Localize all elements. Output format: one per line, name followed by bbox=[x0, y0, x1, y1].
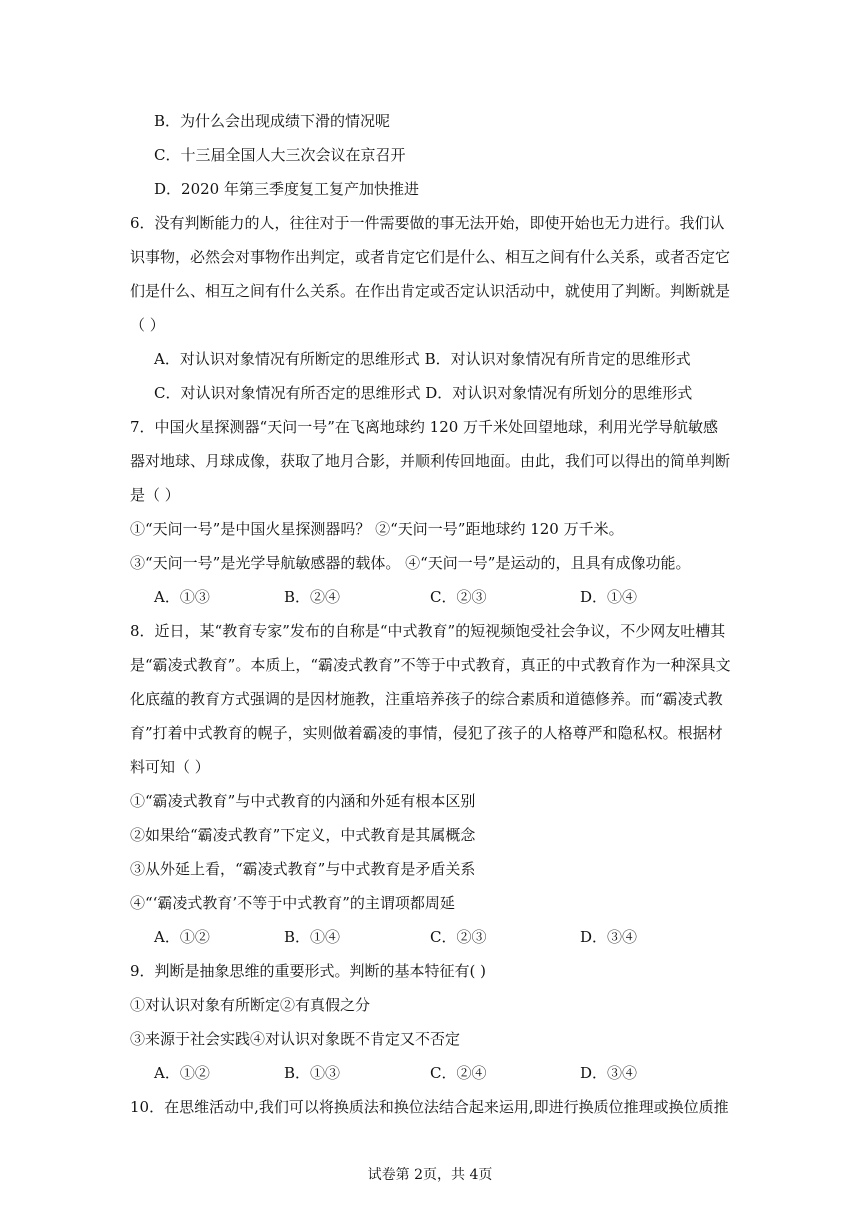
q8-stem-line-1: 8．近日，某“教育专家”发布的自称是“中式教育”的短视频饱受社会争议，不少网友吐槽其 bbox=[130, 622, 726, 640]
q8-stem-line-3: 化底蕴的教育方式强调的是因材施教，注重培养孩子的综合素质和道德修养。而“霸凌式教 bbox=[130, 690, 723, 708]
q7-stem-line-1: 7．中国火星探测器“天问一号”在飞离地球约 120 万千米处回望地球，利用光学导航敏感 bbox=[130, 418, 719, 436]
q9-statement-row-2: ③来源于社会实践④对认识对象既不肯定又不否定 bbox=[130, 1030, 461, 1048]
q6-stem-line-1: 6．没有判断能力的人，往往对于一件需要做的事无法开始，即使开始也无力进行。我们认 bbox=[130, 214, 725, 232]
page-footer: 试卷第 2页，共 4页 bbox=[367, 1167, 493, 1183]
q9-option-c: C．②④ bbox=[430, 1064, 487, 1082]
q6-options-row-1: A．对认识对象情况有所断定的思维形式 B．对认识对象情况有所肯定的思维形式 bbox=[154, 350, 691, 368]
q6-options-row-2: C．对认识对象情况有所否定的思维形式 D．对认识对象情况有所划分的思维形式 bbox=[154, 384, 693, 402]
q10-stem-line-1: 10．在思维活动中,我们可以将换质法和换位法结合起来运用,即进行换质位推理或换位质推 bbox=[130, 1098, 729, 1116]
q7-stem-line-2: 器对地球、月球成像，获取了地月合影，并顺利传回地面。由此，我们可以得出的简单判断 bbox=[130, 452, 731, 470]
q7-stem-line-3: 是（ ） bbox=[130, 486, 180, 504]
q6-stem-line-3: 们是什么、相互之间有什么关系。在作出肯定或否定认识活动中，就使用了判断。判断就是 bbox=[130, 282, 731, 300]
q8-option-c: C．②③ bbox=[430, 928, 487, 946]
q9-option-a: A．①② bbox=[154, 1064, 210, 1082]
q9-statement-row-1: ①对认识对象有所断定②有真假之分 bbox=[130, 996, 371, 1014]
q7-options bbox=[154, 587, 674, 607]
q7-option-c: C．②③ bbox=[430, 588, 487, 606]
q9-option-b: B．①③ bbox=[284, 1064, 341, 1082]
q8-options bbox=[154, 927, 674, 947]
q8-option-a: A．①② bbox=[154, 928, 210, 946]
q7-option-b: B．②④ bbox=[284, 588, 341, 606]
q7-statement-row-1: ①“天问一号”是中国火星探测器吗？ ②“天问一号”距地球约 120 万千米。 bbox=[130, 520, 624, 538]
q8-statement-3: ③从外延上看，“霸凌式教育”与中式教育是矛盾关系 bbox=[130, 860, 476, 878]
q7-statement-row-2: ③“天问一号”是光学导航敏感器的载体。 ④“天问一号”是运动的，且具有成像功能。 bbox=[130, 554, 691, 572]
q8-stem-line-5: 料可知（ ） bbox=[130, 758, 210, 776]
q9-option-d: D．③④ bbox=[580, 1064, 638, 1082]
q6-stem-line-4: （ ） bbox=[130, 316, 165, 334]
q5-option-b: B．为什么会出现成绩下滑的情况呢 bbox=[154, 112, 391, 130]
q9-stem: 9．判断是抽象思维的重要形式。判断的基本特征有( ) bbox=[130, 962, 487, 980]
q8-statement-1: ①“霸凌式教育”与中式教育的内涵和外延有根本区别 bbox=[130, 792, 476, 810]
q8-option-d: D．③④ bbox=[580, 928, 638, 946]
q7-option-a: A．①③ bbox=[154, 588, 210, 606]
q6-stem-line-2: 识事物，必然会对事物作出判定，或者肯定它们是什么、相互之间有什么关系，或者否定它 bbox=[130, 248, 731, 266]
q8-stem-line-4: 育”打着中式教育的幌子，实则做着霸凌的事情，侵犯了孩子的人格尊严和隐私权。根据材 bbox=[130, 724, 723, 742]
q8-option-b: B．①④ bbox=[284, 928, 341, 946]
q8-statement-2: ②如果给“霸凌式教育”下定义，中式教育是其属概念 bbox=[130, 826, 476, 844]
q5-option-c: C．十三届全国人大三次会议在京召开 bbox=[154, 146, 406, 164]
q8-stem-line-2: 是“霸凌式教育”。本质上，“霸凌式教育”不等于中式教育，真正的中式教育作为一种深具文 bbox=[130, 656, 731, 674]
q7-option-d: D．①④ bbox=[580, 588, 638, 606]
q8-statement-4: ④“‘霸凌式教育’不等于中式教育”的主谓项都周延 bbox=[130, 894, 455, 912]
q9-options bbox=[154, 1063, 674, 1083]
q5-option-d: D．2020 年第三季度复工复产加快推进 bbox=[154, 180, 419, 198]
